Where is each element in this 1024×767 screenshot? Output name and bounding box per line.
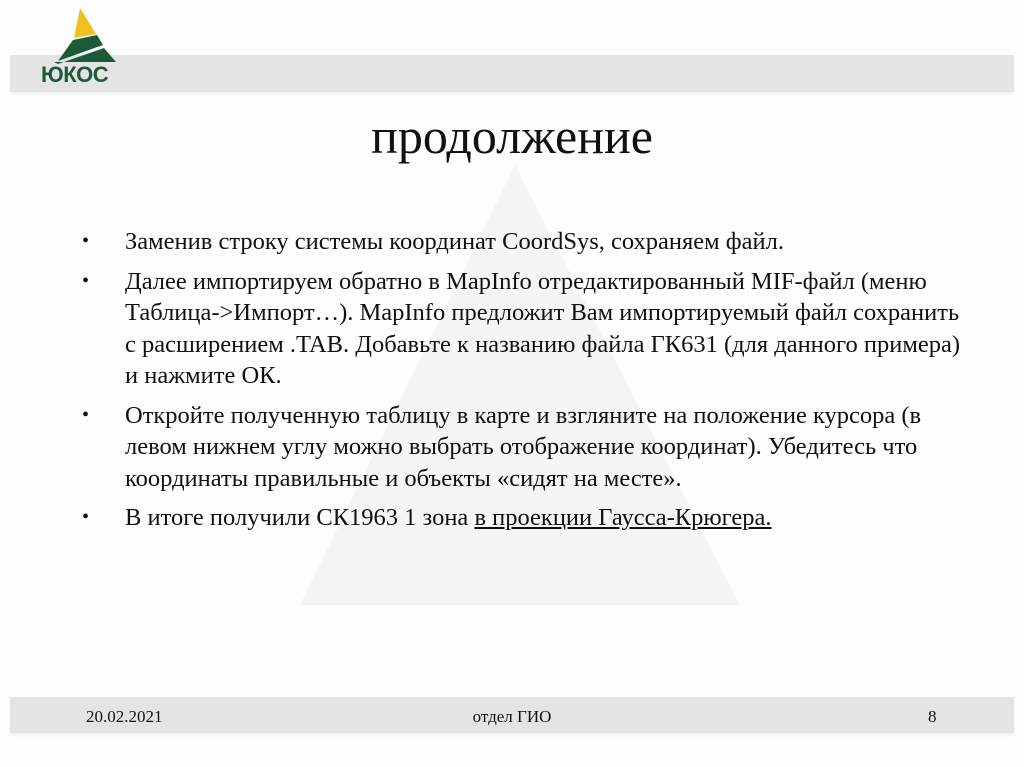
bullet-item bbox=[82, 226, 962, 258]
bullet-text: В итоге получили СК1963 1 зона bbox=[125, 504, 475, 531]
page-number: 8 bbox=[928, 707, 937, 726]
bullet-list bbox=[82, 226, 962, 542]
bullet-text: Далее импортируем обратно в MapInfo отредактированный MIF-файл (меню Таблица->Импорт…). MapInfo предложит Вам импортируемый файл сохранить с расширением .TAB. Добавьте к названию файла ГК631 (для данного примера) и нажмите ОК. bbox=[125, 267, 960, 389]
footer-department: отдел ГИО bbox=[472, 707, 552, 726]
bullet-item bbox=[82, 266, 962, 392]
bullet-icon: • bbox=[82, 230, 90, 252]
gauss-kruger-link[interactable]: в проекции Гаусса-Крюгера. bbox=[474, 504, 772, 531]
slide-title: продолжение bbox=[371, 108, 653, 164]
header-band bbox=[10, 55, 1014, 92]
logo-text: ЮКОС bbox=[41, 62, 109, 87]
bullet-icon: • bbox=[82, 403, 90, 426]
footer-date: 20.02.2021 bbox=[86, 707, 163, 726]
bullet-item bbox=[82, 400, 962, 495]
bullet-text: Откройте полученную таблицу в карте и взгляните на положение курсора (в левом нижнем углу можно выбрать отображение координат). Убедитесь что координаты правильные и объекты «сидят на месте». bbox=[125, 401, 922, 492]
bullet-text: Заменив строку системы координат CoordSys, сохраняем файл. bbox=[125, 228, 785, 255]
bullet-item bbox=[82, 502, 962, 534]
bullet-icon: • bbox=[82, 269, 90, 292]
bullet-icon: • bbox=[82, 506, 90, 528]
